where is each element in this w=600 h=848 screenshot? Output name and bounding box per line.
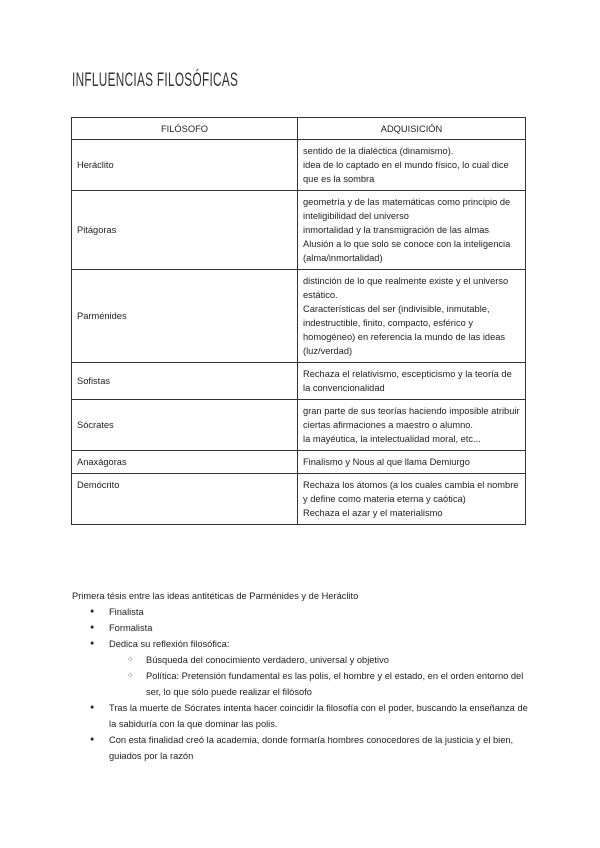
acquisition-cell	[298, 270, 526, 363]
philosopher-name: Anaxágoras	[72, 451, 298, 474]
table-row	[72, 270, 526, 363]
acquisition-cell	[298, 191, 526, 270]
acquisition-line: gran parte de sus teorías haciendo imposible atribuir ciertas afirmaciones a maestro o alumno.	[303, 406, 520, 430]
list-item: ● Formalista	[109, 620, 532, 636]
table-header-row	[72, 118, 526, 140]
philosophers-table	[71, 117, 526, 525]
acquisition-line: sentido de la dialéctica (dinamismo).	[303, 146, 454, 156]
acquisition-line: Alusión a lo que solo se conoce con la inteligencia (alma/inmortalidad)	[303, 239, 511, 263]
header-adquisicion: ADQUISICIÓN	[298, 118, 526, 140]
acquisition-line: idea de lo captado en el mundo físico, lo cual dice que es la sombra	[303, 160, 509, 184]
acquisition-line: Rechaza el relativismo, escepticismo y la teoría de la convencionalidad	[303, 369, 512, 393]
acquisition-line: la mayéutica, la intelectualidad moral, etc...	[303, 434, 481, 444]
philosopher-name: Parménides	[72, 270, 298, 363]
philosopher-name: Demócrito	[72, 474, 298, 525]
table-row	[72, 140, 526, 191]
acquisition-cell	[298, 140, 526, 191]
table-row	[72, 400, 526, 451]
bullet-list	[72, 604, 532, 764]
philosopher-name: Pitágoras	[72, 191, 298, 270]
acquisition-line: geometría y de las matemáticas como principio de inteligibilidad del universo	[303, 197, 511, 221]
acquisition-line: inmortalidad y la transmigración de las almas	[303, 225, 490, 235]
philosopher-name: Sofistas	[72, 363, 298, 400]
list-item	[109, 636, 532, 700]
acquisition-cell	[298, 400, 526, 451]
acquisition-line: distinción de lo que realmente existe y el universo estático.	[303, 276, 509, 300]
table-row	[72, 191, 526, 270]
sub-list-item: ○ Búsqueda del conocimiento verdadero, universal y objetivo	[146, 652, 532, 668]
notes-intro: Primera tésis entre las ideas antitéticas de Parménides y de Heráclito	[72, 591, 359, 601]
list-item: ● Con esta finalidad creó la academia, donde formaría hombres conocedores de la justicia y el bien, guiados por la razón	[109, 732, 532, 764]
sub-list-item: ○ Política: Pretensión fundamental es las polis, el hombre y el estado, en el orden entorno del ser, lo que sólo puede realizar el filósofo	[146, 668, 532, 700]
acquisition-line: Rechaza los átomos (a los cuales cambia el nombre y define como materia eterna y caótica)	[303, 480, 519, 504]
philosopher-name: Sócrates	[72, 400, 298, 451]
acquisition-cell	[298, 363, 526, 400]
sub-bullet-list	[109, 652, 532, 700]
table-row	[72, 474, 526, 525]
acquisition-line: Rechaza el azar y el materialismo	[303, 508, 443, 518]
list-item: ● Finalista	[109, 604, 532, 620]
list-item: ● Tras la muerte de Sócrates intenta hacer coincidir la filosofía con el poder, buscando la enseñanza de la sabiduría con la que dominar las polis.	[109, 700, 532, 732]
notes-section	[72, 588, 532, 764]
acquisition-cell	[298, 451, 526, 474]
acquisition-line: Finalismo y Nous al que llama Demiurgo	[303, 457, 470, 467]
table-row	[72, 363, 526, 400]
header-filosofo: FILÓSOFO	[72, 118, 298, 140]
philosopher-name: Heráclito	[72, 140, 298, 191]
table-row	[72, 451, 526, 474]
acquisition-cell	[298, 474, 526, 525]
acquisition-line: Características del ser (indivisible, inmutable, indestructible, finito, compacto, esférico y homogéneo) en referencia la mundo de las ideas (luz/verdad)	[303, 304, 506, 356]
list-item-text: Dedica su reflexión filosófica:	[109, 639, 230, 649]
page-title: INFLUENCIAS FILOSÓFICAS	[72, 70, 239, 91]
